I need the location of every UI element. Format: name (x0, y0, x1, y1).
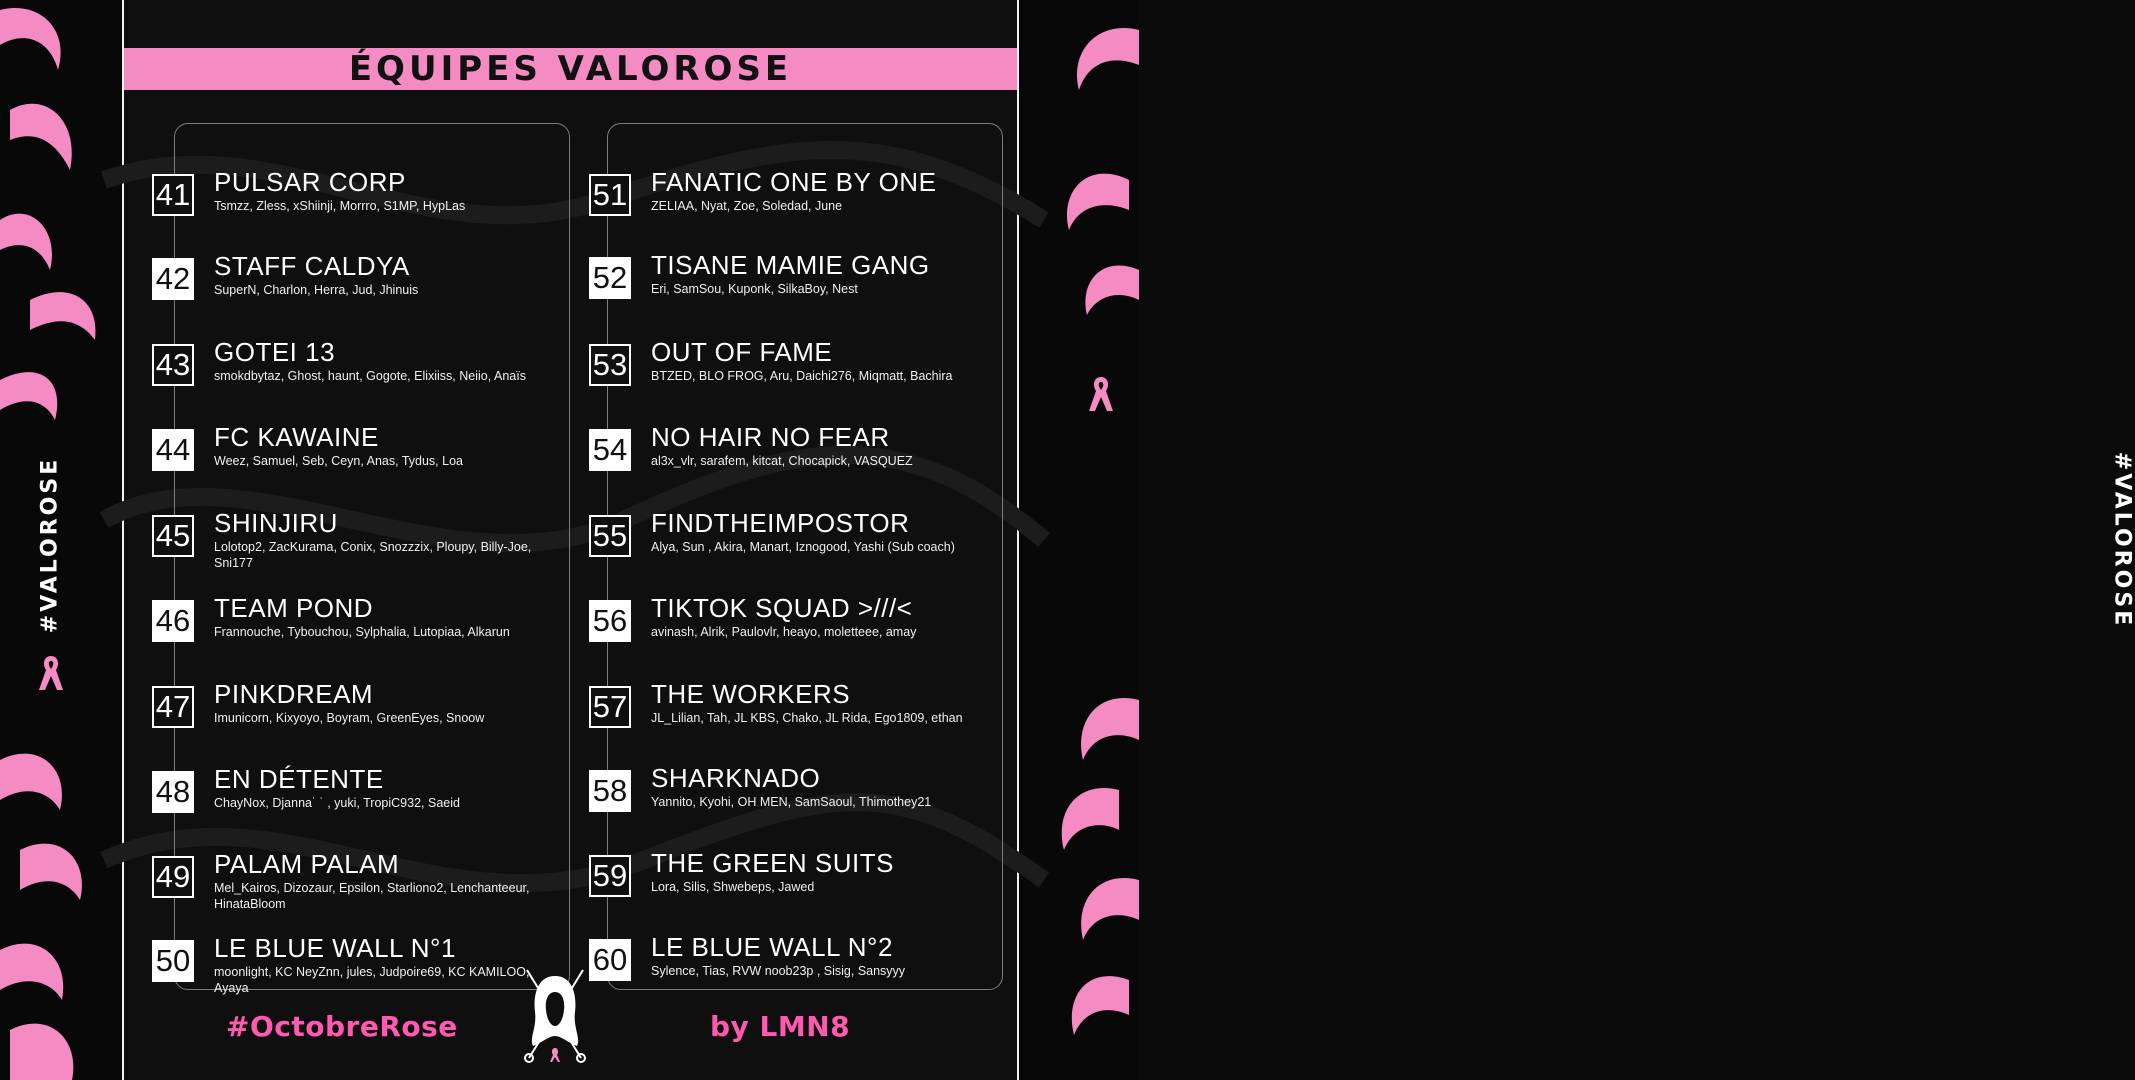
team-number-badge: 53 (589, 344, 631, 386)
team-name: STAFF CALDYA (214, 251, 410, 281)
team-number-badge: 46 (152, 600, 194, 642)
team-players: Alya, Sun , Akira, Manart, Iznogood, Yashi (Sub coach) (651, 540, 955, 554)
page-title: ÉQUIPES VALOROSE (348, 49, 793, 89)
team-number-badge: 50 (152, 940, 194, 982)
team-players: Sylence, Tias, RVW noob23p , Sisig, Sansyyy (651, 964, 906, 978)
team-name: SHINJIRU (214, 508, 338, 538)
team-players: moonlight, KC NeyZnn, jules, Judpoire69, KC KAMILOO, Ayaya (214, 965, 530, 995)
team-players: Tsmzz, Zless, xShiinji, Morrro, S1MP, HypLas (214, 199, 466, 213)
team-name: GOTEI 13 (214, 337, 336, 367)
team-name: EN DÉTENTE (214, 764, 384, 794)
pink-ribbon-icon (1086, 373, 1116, 415)
team-number-badge: 51 (589, 174, 631, 216)
team-name: LE BLUE WALL N°2 (651, 932, 893, 962)
team-number-badge: 52 (589, 257, 631, 299)
team-players: Weez, Samuel, Seb, Ceyn, Anas, Tydus, Loa (214, 454, 463, 468)
team-number-badge: 41 (152, 174, 194, 216)
team-name: PALAM PALAM (214, 849, 400, 879)
team-name: THE WORKERS (651, 679, 851, 709)
team-number-badge: 43 (152, 344, 194, 386)
credit-text: by LMN8 (710, 1010, 851, 1043)
team-number-badge: 47 (152, 686, 194, 728)
title-banner (124, 48, 1017, 90)
team-players: avinash, Alrik, Paulovlr, heayo, moletteee, amay (651, 625, 917, 639)
team-name: FC KAWAINE (214, 422, 379, 452)
team-players: al3x_vlr, sarafem, kitcat, Chocapick, VASQUEZ (651, 454, 913, 468)
team-players: Eri, SamSou, Kuponk, SilkaBoy, Nest (651, 282, 858, 296)
team-number-badge: 49 (152, 856, 194, 898)
team-players: Lolotop2, ZacKurama, Conix, Snozzzix, Ploupy, Billy-Joe, Sni177 (214, 540, 532, 570)
team-number-badge: 58 (589, 770, 631, 812)
team-name: PULSAR CORP (214, 167, 406, 197)
team-number-badge: 48 (152, 771, 194, 813)
team-name: THE GREEN SUITS (651, 848, 894, 878)
team-name: NO HAIR NO FEAR (651, 422, 890, 452)
team-name: FANATIC ONE BY ONE (651, 167, 937, 197)
team-players: ChayNox, Djanna˙ ˙ , yuki, TropiC932, Saeid (214, 796, 460, 810)
team-players: SuperN, Charlon, Herra, Jud, Jhinuis (214, 283, 419, 297)
team-number-badge: 60 (589, 939, 631, 981)
team-number-badge: 45 (152, 515, 194, 557)
team-name: TISANE MAMIE GANG (651, 250, 930, 280)
pink-ribbon-icon (36, 652, 66, 694)
team-players: BTZED, BLO FROG, Aru, Daichi276, Miqmatt, Bachira (651, 369, 953, 383)
team-players: Frannouche, Tybouchou, Sylphalia, Lutopiaa, Alkarun (214, 625, 510, 639)
team-name: SHARKNADO (651, 763, 821, 793)
team-number-badge: 56 (589, 600, 631, 642)
warrior-emblem-icon (519, 966, 591, 1066)
team-players: smokdbytaz, Ghost, haunt, Gogote, Elixiiss, Neiio, Anaïs (214, 369, 526, 383)
team-number-badge: 57 (589, 686, 631, 728)
team-players: Mel_Kairos, Dizozaur, Epsilon, Starliono2, Lenchanteeur, HinataBloom (214, 881, 530, 911)
team-number-badge: 55 (589, 515, 631, 557)
team-name: TEAM POND (214, 593, 374, 623)
team-players: JL_Lilian, Tah, JL KBS, Chako, JL Rida, Ego1809, ethan (651, 711, 963, 725)
team-players: Yannito, Kyohi, OH MEN, SamSaoul, Thimothey21 (651, 795, 932, 809)
hashtag-vertical-right: #VALOROSE (2109, 451, 2135, 629)
team-name: PINKDREAM (214, 679, 374, 709)
hashtag-vertical-left: #VALOROSE (37, 456, 63, 634)
team-number-badge: 44 (152, 429, 194, 471)
team-name: LE BLUE WALL N°1 (214, 933, 456, 963)
team-name: FINDTHEIMPOSTOR (651, 508, 910, 538)
team-number-badge: 42 (152, 258, 194, 300)
hashtag-octobre-rose: #OctobreRose (226, 1010, 458, 1043)
team-name: TIKTOK SQUAD >///< (651, 593, 913, 623)
team-players: ZELIAA, Nyat, Zoe, Soledad, June (651, 199, 843, 213)
team-number-badge: 54 (589, 429, 631, 471)
team-name: OUT OF FAME (651, 337, 833, 367)
team-players: Imunicorn, Kixyoyo, Boyram, GreenEyes, Snoow (214, 711, 485, 725)
team-number-badge: 59 (589, 855, 631, 897)
team-players: Lora, Silis, Shwebeps, Jawed (651, 880, 815, 894)
left-side-decoration (0, 0, 124, 1080)
